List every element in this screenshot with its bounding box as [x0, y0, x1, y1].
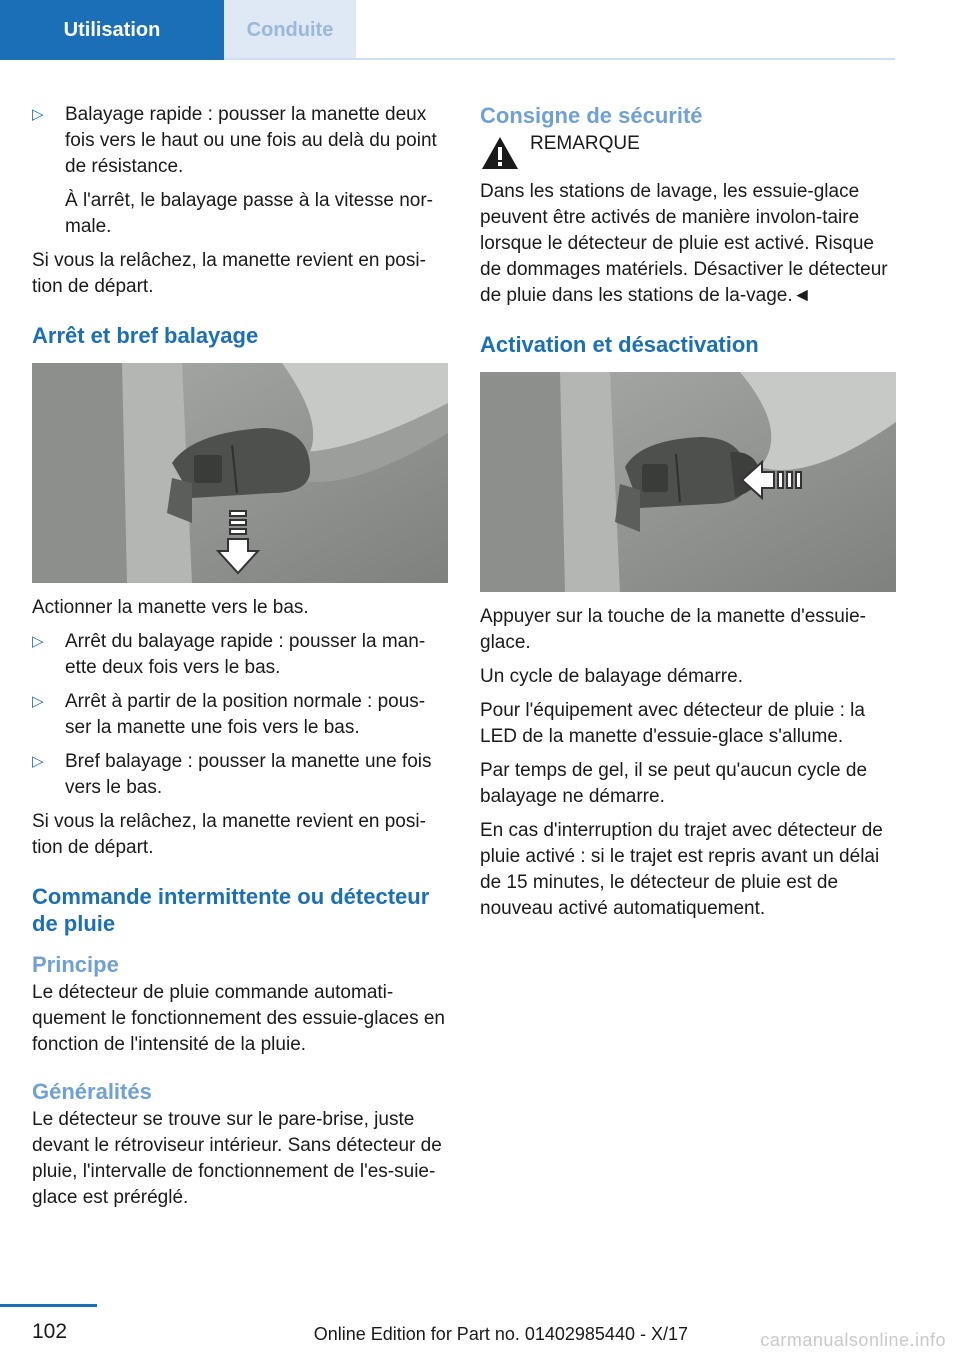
triangle-right-icon: ▷ [32, 693, 44, 710]
bullet-brief-wipe: Bref balayage : pousser la manette une fois vers le bas. [65, 751, 432, 798]
figure-lever-down [32, 363, 448, 583]
heading-general: Généralités [32, 1079, 152, 1104]
release-text: Si vous la relâchez, la manette revient en posi-tion de départ. [32, 250, 426, 297]
footer-rule [0, 1304, 97, 1307]
bullet-fast-text: Balayage rapide : pousser la manette deux fois vers le haut ou une fois au delà du point de résistance. [65, 104, 437, 177]
heading-safety: Consigne de sécurité [480, 103, 703, 128]
right-column [480, 102, 896, 930]
tab-conduite[interactable]: Conduite [224, 0, 356, 60]
activation-text: Appuyer sur la touche de la manette d'essuie-glace. [480, 606, 866, 653]
watermark: carmanualsonline.info [760, 1330, 946, 1350]
list-item [32, 629, 448, 681]
list-item [32, 102, 448, 180]
warning-block [480, 131, 896, 179]
edition-text: Online Edition for Part no. 01402985440 - X/17 [313, 1324, 688, 1344]
activation-text: En cas d'interruption du trajet avec détecteur de pluie activé : si le trajet est repris avant un délai de 15 minutes, le détecteur de pluie est de nouveau activé automatiquement. [480, 820, 883, 919]
activation-text: Pour l'équipement avec détecteur de pluie : la LED de la manette d'essuie-glace s'allume. [480, 700, 865, 747]
page-number: 102 [32, 1320, 68, 1343]
activation-text: Un cycle de balayage démarre. [480, 666, 743, 687]
principle-text: Le détecteur de pluie commande automati-quement le fonctionnement des essuie-glaces en fonction de l'intensité de la pluie. [32, 982, 445, 1055]
bullet-fast-note: À l'arrêt, le balayage passe à la vitesse nor-male. [65, 190, 433, 237]
release-text: Si vous la relâchez, la manette revient en posi-tion de départ. [32, 811, 426, 858]
heading-principle: Principe [32, 952, 119, 977]
warning-triangle-icon [480, 131, 530, 179]
triangle-right-icon: ▷ [32, 753, 44, 770]
heading-stop: Arrêt et bref balayage [32, 323, 259, 348]
bullet-stop-normal: Arrêt à partir de la position normale : pous-ser la manette une fois vers le bas. [65, 691, 426, 738]
general-text: Le détecteur se trouve sur le pare-brise, juste devant le rétroviseur intérieur. Sans détecteur de pluie, l'intervalle de fonctionnement de l'es-suie-glace est préréglé. [32, 1109, 442, 1208]
warning-label: REMARQUE [530, 133, 640, 154]
tab-utilisation[interactable]: Utilisation [0, 0, 224, 60]
activation-text: Par temps de gel, il se peut qu'aucun cycle de balayage ne démarre. [480, 760, 868, 807]
list-item [32, 749, 448, 801]
caption-down: Actionner la manette vers le bas. [32, 597, 309, 618]
triangle-right-icon: ▷ [32, 633, 44, 650]
header-rule [224, 58, 895, 60]
left-column [32, 102, 448, 1219]
warning-text: Dans les stations de lavage, les essuie-glace peuvent être activés de manière involon-taire lorsque le détecteur de pluie est activé. Risque de dommages matériels. Désactiver le détecteur de pluie dans les stations de la-vage.◄ [480, 181, 888, 306]
heading-activation: Activation et désactivation [480, 332, 759, 357]
header-tabs [0, 0, 356, 60]
bullet-stop-fast: Arrêt du balayage rapide : pousser la man-ette deux fois vers le bas. [65, 631, 426, 678]
heading-intermittent: Commande intermittente ou détecteur de pluie [32, 884, 430, 936]
figure-lever-button [480, 372, 896, 592]
triangle-right-icon: ▷ [32, 106, 44, 123]
list-item [32, 689, 448, 741]
